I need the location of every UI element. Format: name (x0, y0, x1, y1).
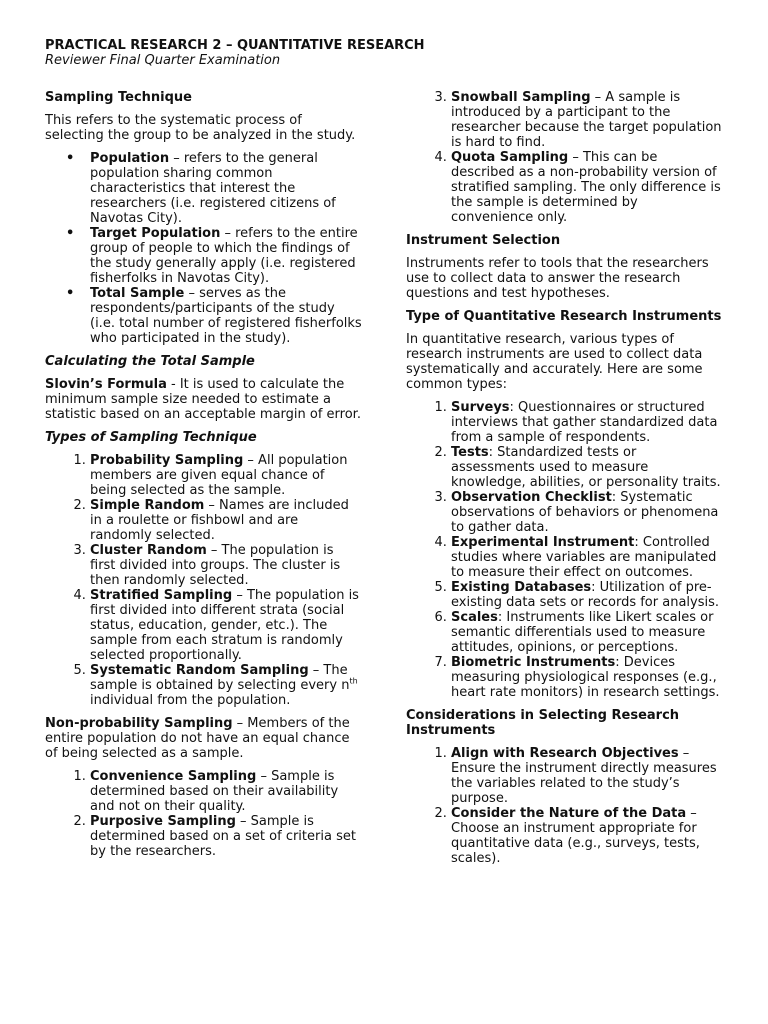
list-item (451, 580, 724, 610)
term-definition: – Choose an instrument appropriate for quantitative data (e.g., surveys, tests, scales). (451, 806, 700, 866)
term-definition-end: individual from the population. (90, 693, 291, 708)
heading-calculating-total-sample: Calculating the Total Sample (45, 354, 255, 369)
term-definition: – The population is first divided into groups. The cluster is then randomly selected. (90, 543, 341, 588)
list-item (451, 150, 724, 225)
right-column (406, 90, 724, 874)
term-label: Simple Random (90, 498, 205, 513)
term-definition: – Members of the entire population do not have an equal chance of being selected as a sample. (45, 716, 350, 761)
term-label: Scales (451, 610, 498, 625)
term-definition: : Systematic observations of behaviors or phenomena to gather data. (451, 490, 719, 535)
list-item (451, 400, 724, 445)
term-definition: : Utilization of pre-existing data sets or records for analysis. (451, 580, 720, 610)
term-label: Quota Sampling (451, 150, 569, 165)
probability-sampling-list (45, 453, 363, 708)
instrument-selection-description: Instruments refer to tools that the researchers use to collect data to answer the research questions and test hypotheses. (406, 256, 709, 301)
term-label: Stratified Sampling (90, 588, 233, 603)
superscript: th (349, 676, 358, 686)
list-item (90, 498, 363, 543)
term-label: Cluster Random (90, 543, 207, 558)
list-item (90, 151, 363, 226)
term-label: Snowball Sampling (451, 90, 591, 105)
term-label: Biometric Instruments (451, 655, 616, 670)
list-item (90, 663, 363, 708)
term-label: Systematic Random Sampling (90, 663, 309, 678)
term-definition: : Devices measuring physiological responses (e.g., heart rate monitors) in research settings. (451, 655, 720, 700)
term-label: Surveys (451, 400, 510, 415)
term-label: Probability Sampling (90, 453, 244, 468)
term-definition: : Instruments like Likert scales or semantic differentials used to measure attitudes, opinions, or perceptions. (451, 610, 714, 655)
list-item (90, 769, 363, 814)
term-label: Target Population (90, 226, 221, 241)
heading-types-of-instruments: Type of Quantitative Research Instruments (406, 309, 722, 324)
term-definition: – Names are included in a roulette or fishbowl and are randomly selected. (90, 498, 349, 543)
term-definition: – Sample is determined based on their availability and not on their quality. (90, 769, 339, 814)
heading-instrument-selection: Instrument Selection (406, 233, 561, 248)
term-definition: – The population is first divided into different strata (social status, education, gender, etc.). The sample from each stratum is randomly selected proportionally. (90, 588, 359, 663)
slovin-formula-paragraph (45, 377, 363, 422)
non-probability-list (45, 769, 363, 859)
list-item (451, 445, 724, 490)
document-title: PRACTICAL RESEARCH 2 – QUANTITATIVE RESEARCH (45, 38, 425, 53)
document-subtitle: Reviewer Final Quarter Examination (45, 53, 281, 68)
list-item (451, 90, 724, 150)
term-label: Purposive Sampling (90, 814, 236, 829)
list-item (90, 453, 363, 498)
term-definition: – Ensure the instrument directly measures the variables related to the study’s purpose. (451, 746, 717, 806)
list-item (451, 610, 724, 655)
term-label: Experimental Instrument (451, 535, 635, 550)
term-definition: – serves as the respondents/participants of the study (i.e. total number of registered fisherfolks who participated in the study). (90, 286, 362, 346)
considerations-list (406, 746, 724, 866)
term-definition: – A sample is introduced by a participant to the researcher because the target population is hard to find. (451, 90, 722, 150)
list-item (90, 226, 363, 286)
document-header (45, 38, 425, 68)
term-label: Convenience Sampling (90, 769, 257, 784)
term-definition: – All population members are given equal chance of being selected as the sample. (90, 453, 348, 498)
list-item (90, 588, 363, 663)
list-item (451, 746, 724, 806)
list-item (451, 490, 724, 535)
non-probability-list-continued (406, 90, 724, 225)
term-definition: – This can be described as a non-probability version of stratified sampling. The only difference is the sample is determined by convenience only. (451, 150, 721, 225)
list-item (451, 806, 724, 866)
term-label: Population (90, 151, 170, 166)
non-probability-paragraph (45, 716, 363, 761)
term-definition: : Standardized tests or assessments used to measure knowledge, abilities, or personality traits. (451, 445, 721, 490)
instrument-types-list (406, 400, 724, 700)
term-label: Consider the Nature of the Data (451, 806, 687, 821)
types-of-instruments-description: In quantitative research, various types of research instruments are used to collect data systematically and accurately. Here are some common types: (406, 332, 703, 392)
term-definition: : Controlled studies where variables are manipulated to measure their effect on outcomes. (451, 535, 717, 580)
list-item (90, 543, 363, 588)
term-label: Tests (451, 445, 489, 460)
sampling-terms-list (45, 151, 363, 346)
term-definition: – Sample is determined based on a set of criteria set by the researchers. (90, 814, 356, 859)
term-label: Total Sample (90, 286, 185, 301)
term-definition: – The sample is obtained by selecting every n (90, 663, 350, 693)
heading-sampling-technique: Sampling Technique (45, 90, 192, 105)
term-label: Existing Databases (451, 580, 592, 595)
heading-considerations: Considerations in Selecting Research Instruments (406, 708, 680, 738)
term-definition: – refers to the entire group of people to which the findings of the study generally apply (i.e. registered fisherfolks in Navotas City). (90, 226, 358, 286)
heading-types-of-sampling: Types of Sampling Technique (45, 430, 257, 445)
term-label: Non-probability Sampling (45, 716, 233, 731)
left-column (45, 90, 363, 867)
list-item (90, 814, 363, 859)
list-item (451, 535, 724, 580)
term-label: Slovin’s Formula (45, 377, 167, 392)
list-item (90, 286, 363, 346)
term-label: Align with Research Objectives (451, 746, 679, 761)
sampling-technique-description: This refers to the systematic process of selecting the group to be analyzed in the study. (45, 113, 356, 143)
term-definition: : Questionnaires or structured interviews that gather standardized data from a sample of respondents. (451, 400, 718, 445)
term-label: Observation Checklist (451, 490, 612, 505)
list-item (451, 655, 724, 700)
term-definition: – refers to the general population sharing common characteristics that interest the researchers (i.e. registered citizens of Navotas City). (90, 151, 336, 226)
term-definition: - It is used to calculate the minimum sample size needed to estimate a statistic based on an acceptable margin of error. (45, 377, 361, 422)
